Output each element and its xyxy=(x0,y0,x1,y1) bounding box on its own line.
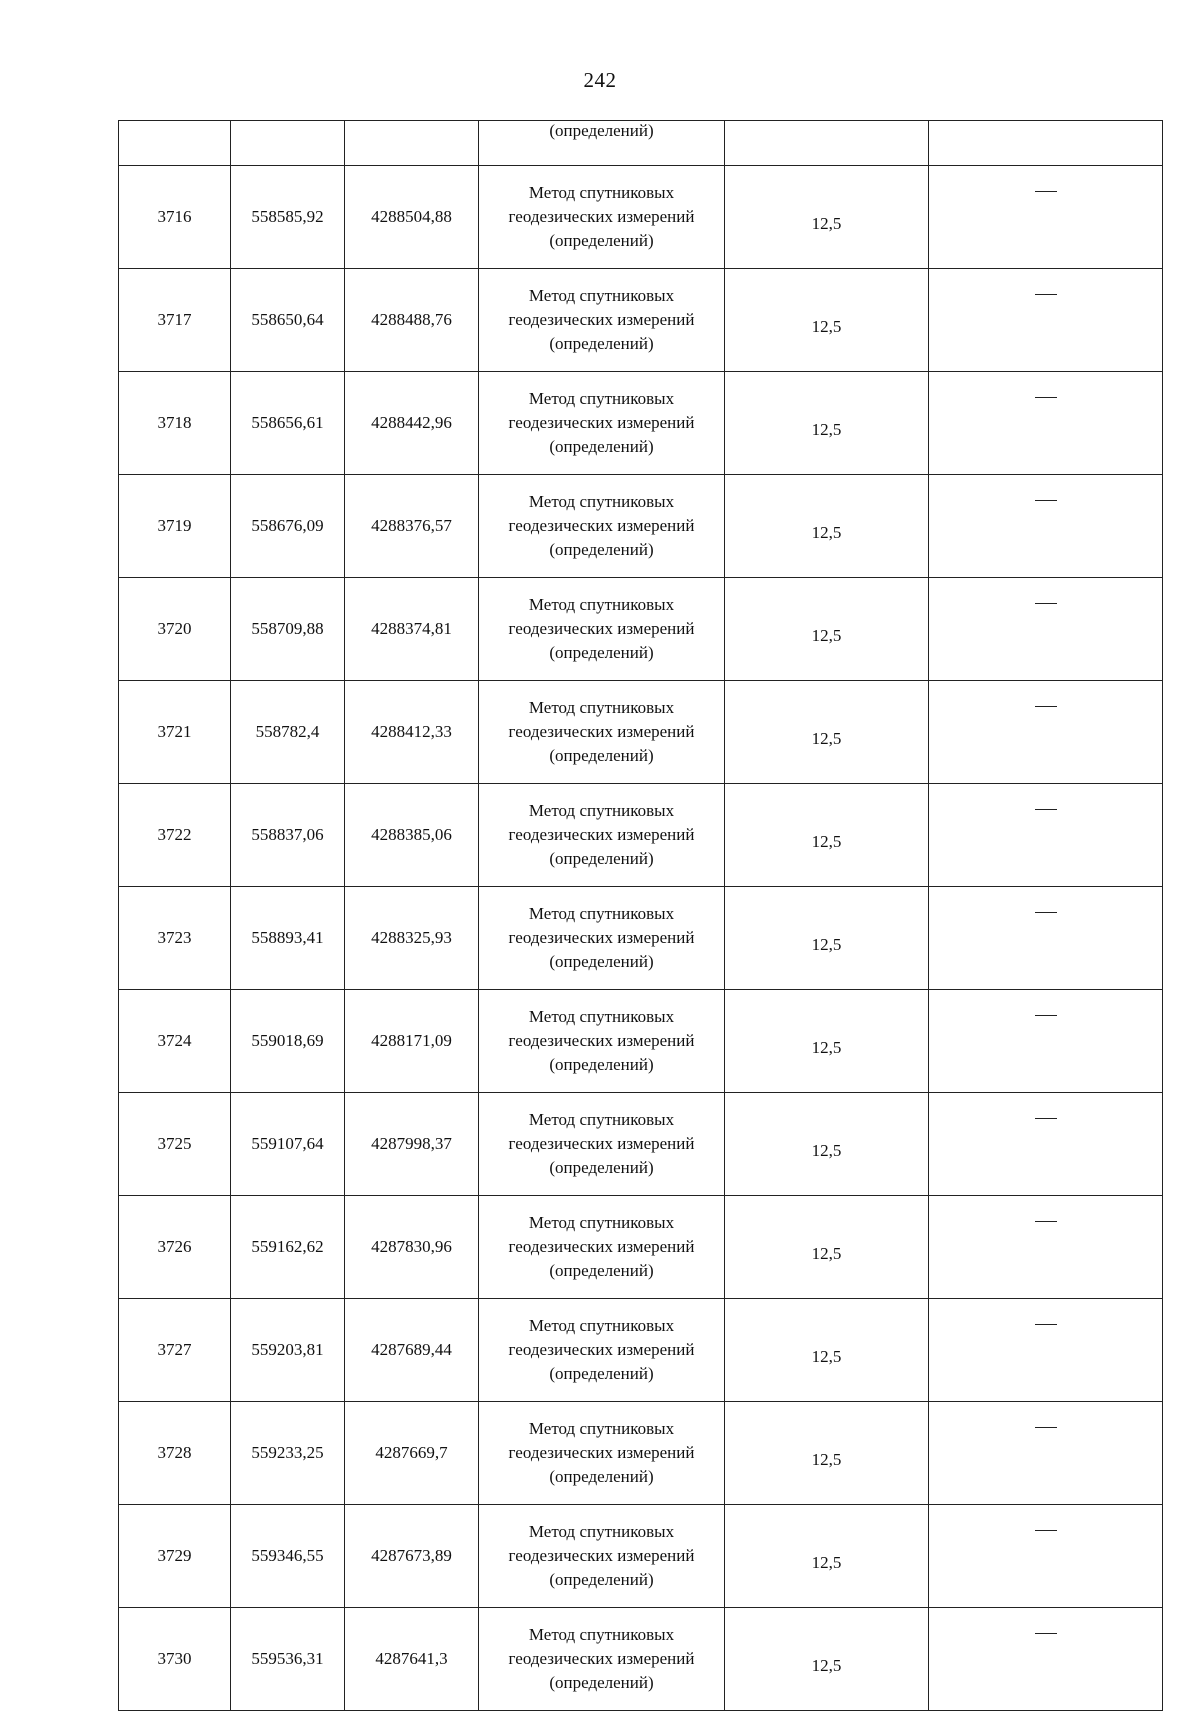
cell-y-coordinate: 4288385,06 xyxy=(345,784,479,887)
cell-method xyxy=(479,372,725,475)
dash-mark xyxy=(1035,1633,1057,1634)
dash-mark xyxy=(1035,603,1057,604)
cell-x-coordinate: 558709,88 xyxy=(231,578,345,681)
cell-method xyxy=(479,475,725,578)
cell-point-number: 3720 xyxy=(119,578,231,681)
method-line: Метод спутниковых xyxy=(528,1110,675,1129)
dash-mark xyxy=(1035,1221,1057,1222)
cell-accuracy: 12,5 xyxy=(725,784,929,887)
dash-mark xyxy=(1035,397,1057,398)
cell-point-number: 3727 xyxy=(119,1299,231,1402)
cell-x-coordinate: 558656,61 xyxy=(231,372,345,475)
method-line: Метод спутниковых xyxy=(528,1007,675,1026)
method-line: геодезических измерений xyxy=(508,1134,695,1153)
cell-accuracy: 12,5 xyxy=(725,1196,929,1299)
method-line: (определений) xyxy=(549,1673,654,1692)
cell-point-number: 3725 xyxy=(119,1093,231,1196)
cell-x-coordinate: 559107,64 xyxy=(231,1093,345,1196)
cell-accuracy: 12,5 xyxy=(725,269,929,372)
cell-description xyxy=(929,1093,1163,1196)
cell-num-empty xyxy=(119,121,231,166)
cell-point-number: 3718 xyxy=(119,372,231,475)
dash-mark xyxy=(1035,294,1057,295)
cell-method xyxy=(479,1402,725,1505)
cell-accuracy: 12,5 xyxy=(725,475,929,578)
page-number: 242 xyxy=(583,68,617,92)
method-line: геодезических измерений xyxy=(508,619,695,638)
cell-description xyxy=(929,1505,1163,1608)
method-line: геодезических измерений xyxy=(508,722,695,741)
method-line: геодезических измерений xyxy=(508,516,695,535)
method-line: Метод спутниковых xyxy=(528,595,675,614)
cell-method xyxy=(479,166,725,269)
cell-x-coordinate: 559346,55 xyxy=(231,1505,345,1608)
cell-x-empty xyxy=(231,121,345,166)
method-line: (определений) xyxy=(549,231,654,250)
method-line: (определений) xyxy=(549,849,654,868)
cell-accuracy: 12,5 xyxy=(725,1299,929,1402)
method-line: Метод спутниковых xyxy=(528,389,675,408)
cell-y-coordinate: 4288412,33 xyxy=(345,681,479,784)
method-line: Метод спутниковых xyxy=(528,1522,675,1541)
method-line: Метод спутниковых xyxy=(528,1213,675,1232)
dash-mark xyxy=(1035,1118,1057,1119)
cell-accuracy: 12,5 xyxy=(725,1608,929,1711)
coordinates-table xyxy=(118,120,1163,1711)
cell-x-coordinate: 559536,31 xyxy=(231,1608,345,1711)
method-line: (определений) xyxy=(549,1055,654,1074)
table-row xyxy=(119,166,1163,269)
cell-description xyxy=(929,1402,1163,1505)
cell-method xyxy=(479,1093,725,1196)
cell-accuracy: 12,5 xyxy=(725,166,929,269)
method-line: (определений) xyxy=(549,1261,654,1280)
method-line: геодезических измерений xyxy=(508,1237,695,1256)
cell-x-coordinate: 558893,41 xyxy=(231,887,345,990)
dash-mark xyxy=(1035,1015,1057,1016)
cell-method xyxy=(479,784,725,887)
cell-description xyxy=(929,372,1163,475)
cell-method xyxy=(479,681,725,784)
method-line: Метод спутниковых xyxy=(528,286,675,305)
cell-y-empty xyxy=(345,121,479,166)
cell-accuracy: 12,5 xyxy=(725,887,929,990)
cell-method xyxy=(479,269,725,372)
cell-point-number: 3722 xyxy=(119,784,231,887)
table-row xyxy=(119,681,1163,784)
method-line: геодезических измерений xyxy=(508,1443,695,1462)
method-line: Метод спутниковых xyxy=(528,698,675,717)
cell-description xyxy=(929,166,1163,269)
table-row xyxy=(119,578,1163,681)
cell-x-coordinate: 559233,25 xyxy=(231,1402,345,1505)
cell-method xyxy=(479,1608,725,1711)
dash-mark xyxy=(1035,1324,1057,1325)
cell-y-coordinate: 4287669,7 xyxy=(345,1402,479,1505)
cell-point-number: 3721 xyxy=(119,681,231,784)
cell-point-number: 3723 xyxy=(119,887,231,990)
coordinates-table-body xyxy=(119,121,1163,1711)
method-line: геодезических измерений xyxy=(508,1031,695,1050)
cell-y-coordinate: 4288325,93 xyxy=(345,887,479,990)
cell-y-coordinate: 4288374,81 xyxy=(345,578,479,681)
cell-accuracy: 12,5 xyxy=(725,1505,929,1608)
method-line: геодезических измерений xyxy=(508,413,695,432)
cell-accuracy: 12,5 xyxy=(725,1402,929,1505)
cell-x-coordinate: 559162,62 xyxy=(231,1196,345,1299)
method-line: Метод спутниковых xyxy=(528,1316,675,1335)
cell-y-coordinate: 4288376,57 xyxy=(345,475,479,578)
dash-mark xyxy=(1035,500,1057,501)
cell-point-number: 3728 xyxy=(119,1402,231,1505)
method-line: геодезических измерений xyxy=(508,928,695,947)
method-line: Метод спутниковых xyxy=(528,1625,675,1644)
cell-y-coordinate: 4288171,09 xyxy=(345,990,479,1093)
method-line: (определений) xyxy=(549,1158,654,1177)
method-line: (определений) xyxy=(549,746,654,765)
method-line: Метод спутниковых xyxy=(528,183,675,202)
table-row xyxy=(119,1196,1163,1299)
cell-x-coordinate: 559018,69 xyxy=(231,990,345,1093)
cell-x-coordinate: 559203,81 xyxy=(231,1299,345,1402)
table-row xyxy=(119,887,1163,990)
cell-method xyxy=(479,1505,725,1608)
dash-mark xyxy=(1035,1530,1057,1531)
table-row xyxy=(119,784,1163,887)
table-row xyxy=(119,1505,1163,1608)
table-row xyxy=(119,372,1163,475)
method-line: геодезических измерений xyxy=(508,310,695,329)
table-row xyxy=(119,1608,1163,1711)
dash-mark xyxy=(1035,191,1057,192)
cell-point-number: 3730 xyxy=(119,1608,231,1711)
cell-accuracy: 12,5 xyxy=(725,1093,929,1196)
method-line: Метод спутниковых xyxy=(528,801,675,820)
method-line: (определений) xyxy=(549,1364,654,1383)
table-row-continuation xyxy=(119,121,1163,166)
table-row xyxy=(119,475,1163,578)
cell-method xyxy=(479,1196,725,1299)
cell-description xyxy=(929,475,1163,578)
cell-point-number: 3729 xyxy=(119,1505,231,1608)
cell-y-coordinate: 4287641,3 xyxy=(345,1608,479,1711)
dash-mark xyxy=(1035,1427,1057,1428)
cell-y-coordinate: 4287830,96 xyxy=(345,1196,479,1299)
method-line: (определений) xyxy=(549,952,654,971)
cell-point-number: 3717 xyxy=(119,269,231,372)
method-line: геодезических измерений xyxy=(508,207,695,226)
cell-method xyxy=(479,990,725,1093)
method-line: Метод спутниковых xyxy=(528,492,675,511)
cell-description xyxy=(929,681,1163,784)
cell-point-number: 3726 xyxy=(119,1196,231,1299)
cell-accuracy: 12,5 xyxy=(725,990,929,1093)
table-row xyxy=(119,990,1163,1093)
method-line: (определений) xyxy=(549,643,654,662)
method-line: Метод спутниковых xyxy=(528,1419,675,1438)
cell-accuracy: 12,5 xyxy=(725,681,929,784)
cell-accuracy: 12,5 xyxy=(725,372,929,475)
cell-description xyxy=(929,1196,1163,1299)
cell-y-coordinate: 4287673,89 xyxy=(345,1505,479,1608)
cell-x-coordinate: 558837,06 xyxy=(231,784,345,887)
method-line: геодезических измерений xyxy=(508,825,695,844)
cell-point-number: 3724 xyxy=(119,990,231,1093)
cell-description xyxy=(929,990,1163,1093)
method-line: (определений) xyxy=(549,1467,654,1486)
table-row xyxy=(119,1299,1163,1402)
method-line: геодезических измерений xyxy=(508,1546,695,1565)
method-line: геодезических измерений xyxy=(508,1649,695,1668)
dash-mark xyxy=(1035,706,1057,707)
cell-x-coordinate: 558782,4 xyxy=(231,681,345,784)
cell-x-coordinate: 558650,64 xyxy=(231,269,345,372)
method-line: (определений) xyxy=(549,437,654,456)
cell-description xyxy=(929,578,1163,681)
cell-description xyxy=(929,1299,1163,1402)
cell-method xyxy=(479,887,725,990)
dash-mark xyxy=(1035,912,1057,913)
cell-description-empty xyxy=(929,121,1163,166)
method-line: Метод спутниковых xyxy=(528,904,675,923)
cell-y-coordinate: 4288488,76 xyxy=(345,269,479,372)
cell-description xyxy=(929,784,1163,887)
table-row xyxy=(119,1402,1163,1505)
method-line: (определений) xyxy=(549,334,654,353)
table-row xyxy=(119,1093,1163,1196)
cell-method xyxy=(479,578,725,681)
cell-accuracy: 12,5 xyxy=(725,578,929,681)
cell-y-coordinate: 4287998,37 xyxy=(345,1093,479,1196)
cell-description xyxy=(929,1608,1163,1711)
cell-y-coordinate: 4288504,88 xyxy=(345,166,479,269)
cell-method-continuation: (определений) xyxy=(479,121,725,166)
method-line: (определений) xyxy=(549,1570,654,1589)
cell-x-coordinate: 558585,92 xyxy=(231,166,345,269)
cell-method xyxy=(479,1299,725,1402)
method-line: геодезических измерений xyxy=(508,1340,695,1359)
dash-mark xyxy=(1035,809,1057,810)
cell-point-number: 3719 xyxy=(119,475,231,578)
table-row xyxy=(119,269,1163,372)
cell-description xyxy=(929,887,1163,990)
method-line: (определений) xyxy=(549,540,654,559)
cell-y-coordinate: 4288442,96 xyxy=(345,372,479,475)
cell-description xyxy=(929,269,1163,372)
cell-accuracy-empty xyxy=(725,121,929,166)
cell-x-coordinate: 558676,09 xyxy=(231,475,345,578)
cell-y-coordinate: 4287689,44 xyxy=(345,1299,479,1402)
cell-point-number: 3716 xyxy=(119,166,231,269)
